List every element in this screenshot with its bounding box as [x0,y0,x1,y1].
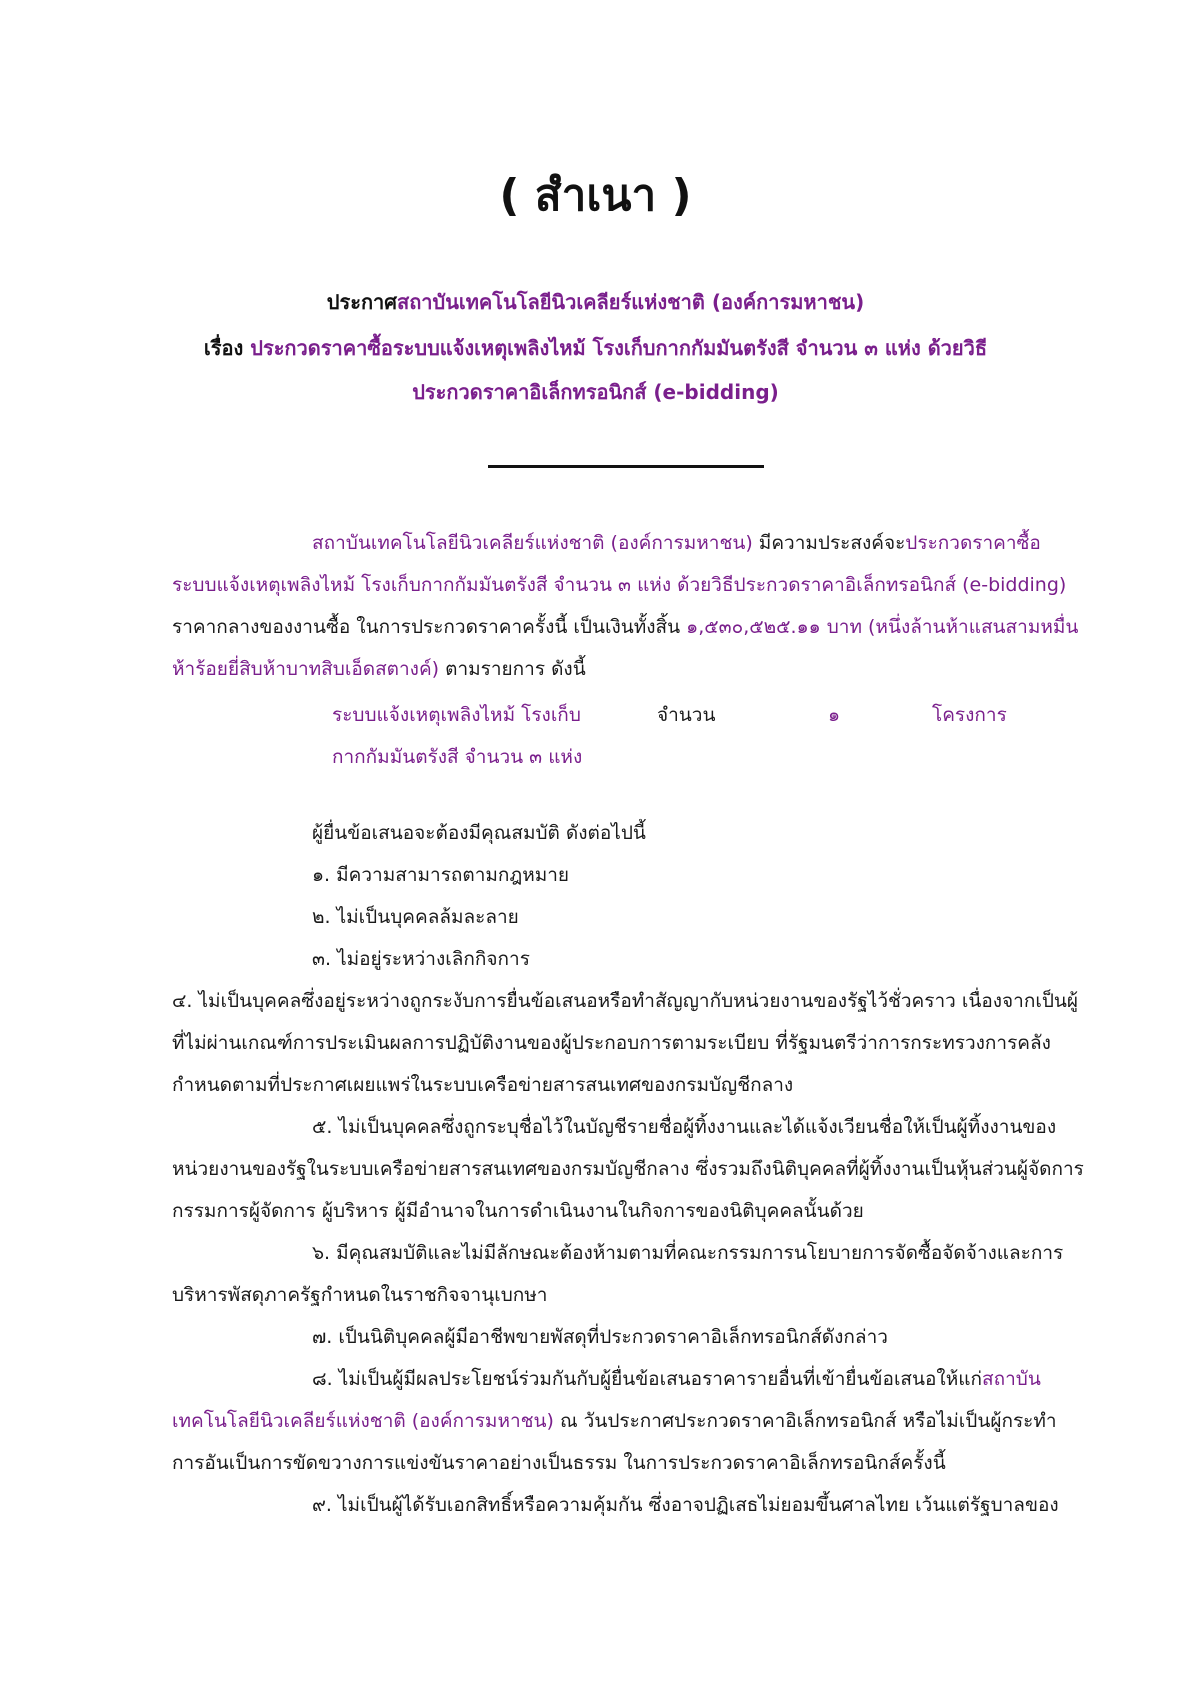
qualification-1: ๑. มีความสามารถตามกฎหมาย [312,864,570,886]
item-name-line-2: กากกัมมันตรังสี จำนวน ๓ แห่ง [332,746,583,768]
subject-line-2: ประกวดราคาอิเล็กทรอนิกส์ (e-bidding) [412,380,779,404]
intro-paragraph [172,522,1084,690]
intro-amount: ๑,๕๓๐,๕๒๕.๑๑ บาท (หนึ่งล้านห้าแสนสามหมื่นห้าร้อยยี่สิบห้าบาทสิบเอ็ดสตางค์) [172,616,1079,680]
qualification-5: ๕. ไม่เป็นบุคคลซึ่งถูกระบุชื่อไว้ในบัญชีรายชื่อผู้ทิ้งงานและได้แจ้งเวียนชื่อให้เป็นผู้ทิ้งงานของหน่วยงานของรัฐในระบบเครือข่ายสารสนเทศของกรมบัญชีกลาง ซึ่งรวมถึงนิติบุคคลที่ผู้ทิ้งงานเป็นหุ้นส่วนผู้จัดการ กรรมการผู้จัดการ ผู้บริหาร ผู้มีอำนาจในการดำเนินงานในกิจการของนิติบุคคลนั้นด้วย [172,1116,1084,1222]
announcement-subject-cont [0,376,1191,408]
announcement-title [0,286,1191,318]
announcement-subject [0,332,1191,364]
item-unit: โครงการ [932,704,1007,726]
divider [488,465,764,468]
qualification-3: ๓. ไม่อยู่ระหว่างเลิกกิจการ [312,948,530,970]
intro-project: ประกวดราคาซื้อระบบแจ้งเหตุเพลิงไหม้ โรงเก็บกากกัมมันตรังสี จำนวน ๓ แห่ง ด้วยวิธีประกวดราคาอิเล็กทรอนิกส์ (e-bidding) [172,532,1067,596]
qualification-8-org: สถาบันเทคโนโลยีนิวเคลียร์แห่งชาติ (องค์การมหาชน) [172,1368,1041,1432]
copy-mark: ( สำเนา ) [499,170,692,221]
qualification-2: ๒. ไม่เป็นบุคคลล้มละลาย [312,906,519,928]
subject-prefix: เรื่อง [203,336,244,360]
intro-text-3: ตามรายการ ดังนี้ [439,658,586,680]
qualification-9: ๙. ไม่เป็นผู้ได้รับเอกสิทธิ์หรือความคุ้มกัน ซึ่งอาจปฏิเสธไม่ยอมขึ้นศาลไทย เว้นแต่รัฐบาลของ [312,1494,1059,1516]
subject-line-1: ประกวดราคาซื้อระบบแจ้งเหตุเพลิงไหม้ โรงเก็บกากกัมมันตรังสี จำนวน ๓ แห่ง ด้วยวิธี [250,336,988,360]
announcement-prefix: ประกาศ [326,290,397,314]
announcement-org: สถาบันเทคโนโลยีนิวเคลียร์แห่งชาติ (องค์การมหาชน) [396,290,865,314]
qualification-6: ๖. มีคุณสมบัติและไม่มีลักษณะต้องห้ามตามที่คณะกรรมการนโยบายการจัดซื้อจัดจ้างและการบริหารพัสดุภาครัฐกำหนดในราชกิจจานุเบกษา [172,1242,1064,1306]
qualification-7: ๗. เป็นนิติบุคคลผู้มีอาชีพขายพัสดุที่ประกวดราคาอิเล็กทรอนิกส์ดังกล่าว [312,1326,888,1348]
item-qty-label: จำนวน [657,704,716,726]
qualification-8-a: ๘. ไม่เป็นผู้มีผลประโยชน์ร่วมกันกับผู้ยื่นข้อเสนอราคารายอื่นที่เข้ายื่นข้อเสนอให้แก่ [312,1368,982,1390]
qualifications-heading: ผู้ยื่นข้อเสนอจะต้องมีคุณสมบัติ ดังต่อไปนี้ [312,822,646,844]
intro-text-2: ราคากลางของงานซื้อ ในการประกวดราคาครั้งนี้ เป็นเงินทั้งสิ้น [172,616,687,638]
qualification-8 [172,1358,1084,1484]
qualifications [172,812,1084,1526]
item-name-line-1: ระบบแจ้งเหตุเพลิงไหม้ โรงเก็บ [332,704,581,726]
qualification-8-b: ณ วันประกาศประกวดราคาอิเล็กทรอนิกส์ หรือไม่เป็นผู้กระทำการอันเป็นการขัดขวางการแข่งขันราคาอย่างเป็นธรรม ในการประกวดราคาอิเล็กทรอนิกส์ครั้งนี้ [172,1410,1057,1474]
qualification-4: ๔. ไม่เป็นบุคคลซึ่งอยู่ระหว่างถูกระงับการยื่นข้อเสนอหรือทำสัญญากับหน่วยงานของรัฐไว้ชั่วคราว เนื่องจากเป็นผู้ที่ไม่ผ่านเกณฑ์การประเมินผลการปฏิบัติงานของผู้ประกอบการตามระเบียบ ที่รัฐมนตรีว่าการกระทรวงการคลังกำหนดตามที่ประกาศเผยแพร่ในระบบเครือข่ายสารสนเทศของกรมบัญชีกลาง [172,990,1079,1096]
item-qty: ๑ [828,704,841,726]
intro-org: สถาบันเทคโนโลยีนิวเคลียร์แห่งชาติ (องค์การมหาชน) [312,532,753,554]
intro-text-1: มีความประสงค์จะ [752,532,906,554]
